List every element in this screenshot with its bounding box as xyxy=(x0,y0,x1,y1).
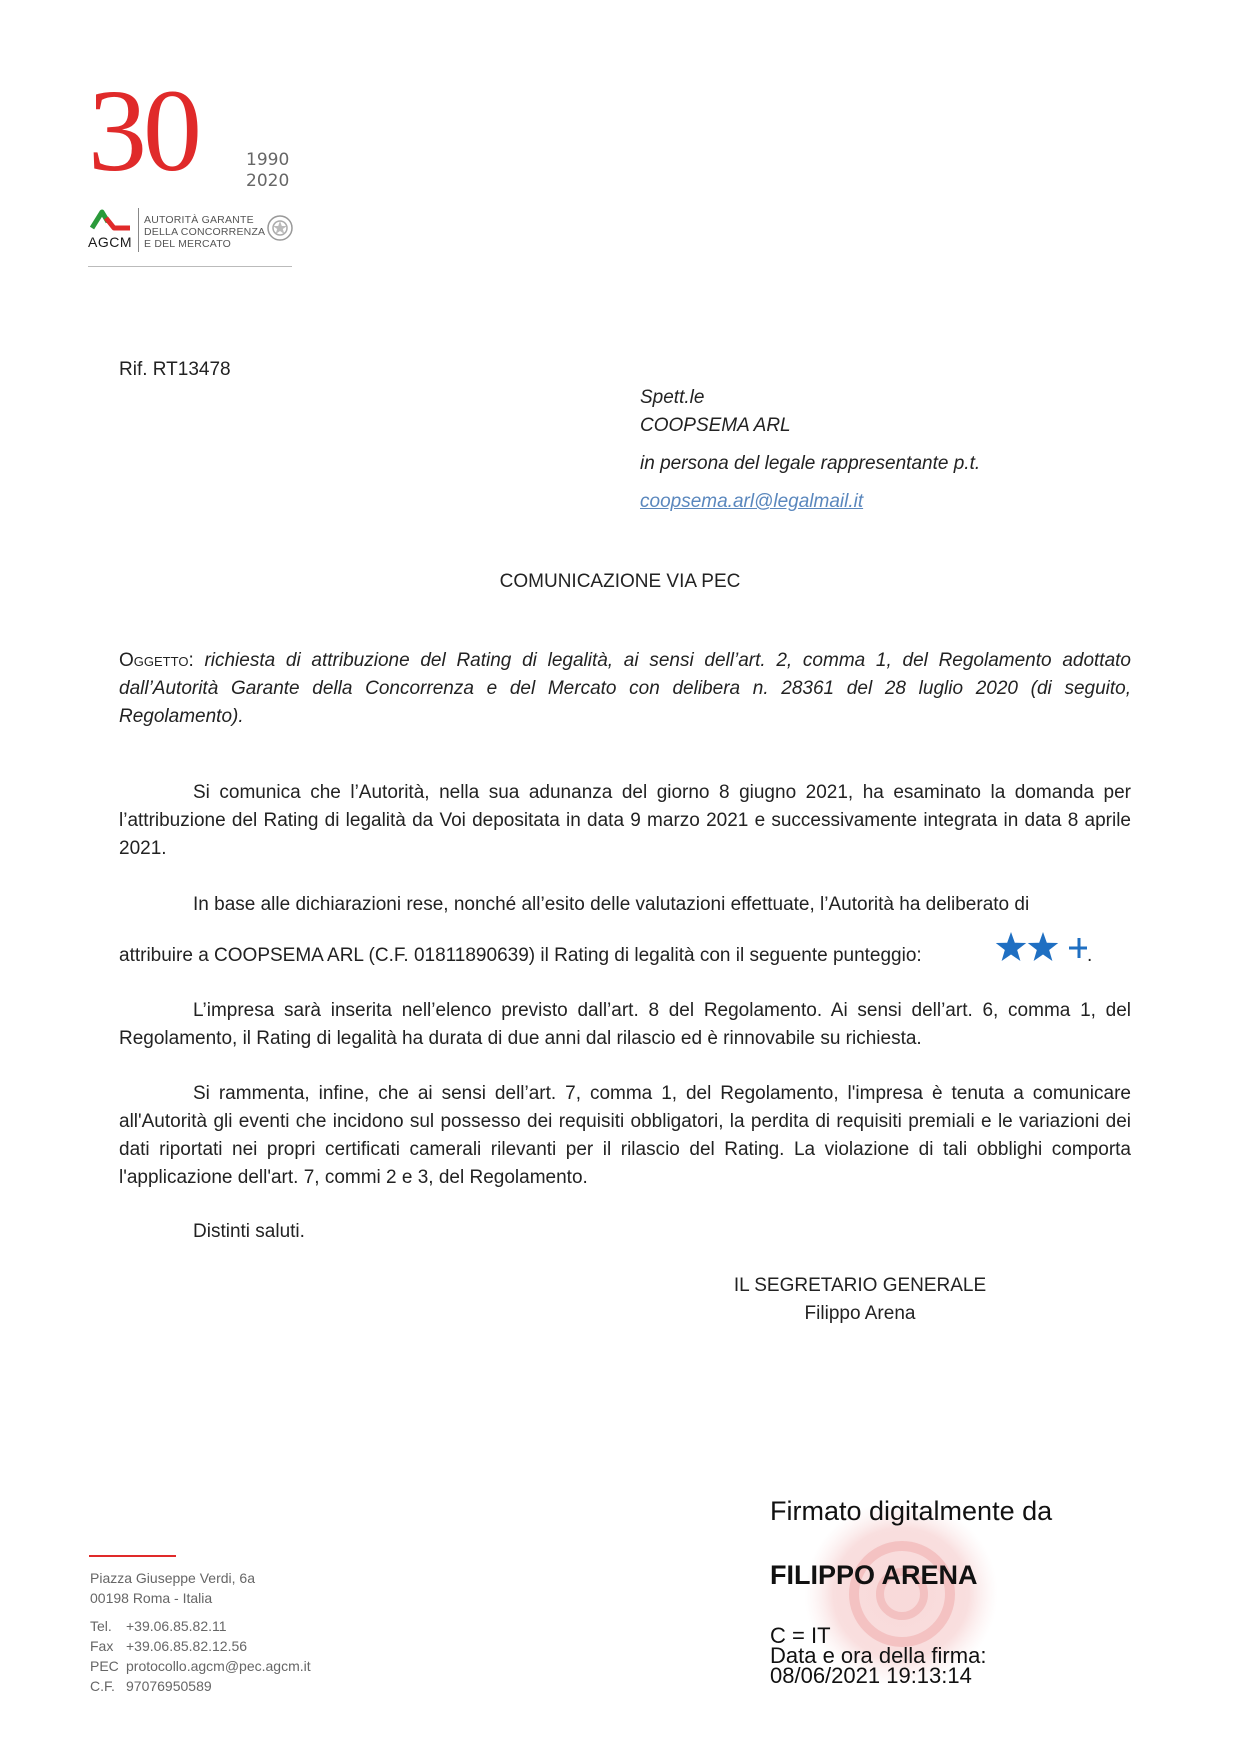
signature-date-label: Data e ora della firma: xyxy=(770,1643,987,1668)
footer-cf-label: C.F. xyxy=(90,1678,115,1694)
italian-emblem-icon xyxy=(266,214,294,242)
reference-number: Rif. RT13478 xyxy=(119,359,231,380)
logo-underline xyxy=(88,266,292,267)
subject-paragraph xyxy=(119,647,1131,731)
signatory-name: Filippo Arena xyxy=(804,1303,916,1324)
rating-star-icon xyxy=(996,932,1026,961)
signature-name: FILIPPO ARENA xyxy=(770,1560,978,1590)
logo-name-line: DELLA CONCORRENZA xyxy=(144,226,266,238)
footer-tel xyxy=(90,1616,311,1636)
footer-cf xyxy=(90,1676,311,1696)
footer-pec xyxy=(90,1656,311,1676)
footer-fax xyxy=(90,1636,311,1656)
footer-address-line-2: 00198 Roma - Italia xyxy=(90,1590,213,1606)
logo-acronym: AGCM xyxy=(88,234,132,250)
logo-anniversary-number: 30 xyxy=(88,65,198,196)
agcm-logo xyxy=(88,65,298,272)
signature-datetime: 08/06/2021 19:13:14 xyxy=(770,1663,972,1688)
footer-fax-label: Fax xyxy=(90,1638,114,1654)
body-paragraph-1: Si comunica che l’Autorità, nella sua adunanza del giorno 8 giugno 2021, ha esaminato la domanda per l’attribuzione del Rating di legalità da Voi depositata in data 9 marzo 2021 e successivamente integrata in data 8 aprile 2021. xyxy=(119,782,1131,859)
body-paragraph-3: L’impresa sarà inserita nell’elenco previsto dall’art. 8 del Regolamento. Ai sensi dell’art. 6, comma 1, del Regolamento, il Rating di legalità ha durata di due anni dal rilascio ed è rinnovabile su richiesta. xyxy=(119,1000,1131,1049)
body-paragraph-2-line-2 xyxy=(119,942,922,970)
logo-divider xyxy=(138,208,139,252)
footer-pec-label: PEC xyxy=(90,1658,119,1674)
body-paragraph-2-line-1: In base alle dichiarazioni rese, nonché all’esito delle valutazioni effettuate, l’Autorità ha deliberato di xyxy=(193,894,1030,915)
footer-tel-value: +39.06.85.82.11 xyxy=(126,1618,227,1634)
digital-signature xyxy=(770,1494,1052,1686)
logo-year-end: 2020 xyxy=(246,171,290,191)
closing-greeting: Distinti saluti. xyxy=(193,1221,305,1242)
subject-text: richiesta di attribuzione del Rating di legalità, ai sensi dell’art. 2, comma 1, del Regolamento adottato dall’Autorità Garante della Concorrenza e del Mercato con delibera n. 28361 del 28 luglio 2020 (di seguito, Regolamento). xyxy=(119,650,1131,727)
rating-plus-icon xyxy=(1069,938,1087,958)
recipient-email-link[interactable]: coopsema.arl@legalmail.it xyxy=(640,491,864,512)
subject-colon: : xyxy=(188,650,205,671)
rating-star-icon xyxy=(1028,932,1058,961)
footer-cf-value: 97076950589 xyxy=(126,1678,212,1694)
recipient-block xyxy=(640,384,980,516)
signature-caption: Firmato digitalmente da xyxy=(770,1496,1053,1526)
logo-year-start: 1990 xyxy=(246,150,290,170)
agcm-mark-icon xyxy=(90,208,132,232)
footer-fax-value: +39.06.85.82.12.56 xyxy=(126,1638,248,1654)
signatory-title: IL SEGRETARIO GENERALE xyxy=(733,1275,987,1296)
rating-stars-icon xyxy=(995,930,1087,966)
logo-name-line: AUTORITÀ GARANTE xyxy=(144,214,254,226)
logo-authority-name xyxy=(144,214,265,250)
signatory-block xyxy=(700,1272,1020,1328)
rating-sentence: attribuire a COOPSEMA ARL (C.F. 01811890639) il Rating di legalità con il seguente punteggio: xyxy=(119,945,922,966)
footer-address-line-1: Piazza Giuseppe Verdi, 6a xyxy=(90,1570,255,1586)
rating-period: . xyxy=(1087,945,1093,966)
footer-contacts xyxy=(90,1568,311,1696)
signature-country: C = IT xyxy=(770,1623,831,1648)
logo-years xyxy=(246,150,289,192)
subject-label: Oggetto xyxy=(119,650,189,671)
footer-rule xyxy=(89,1555,176,1557)
body-paragraph-4: Si rammenta, infine, che ai sensi dell’art. 7, comma 1, del Regolamento, l'impresa è tenuta a comunicare all'Autorità gli eventi che incidono sul possesso dei requisiti obbligatori, la perdita di requisiti premiali e le variazioni dei dati riportati nei propri certificati camerali rilevanti per il rilascio del Rating. La violazione di tali obblighi comporta l'applicazione dell'art. 7, commi 2 e 3, del Regolamento. xyxy=(119,1083,1131,1188)
logo-name-line: E DEL MERCATO xyxy=(144,238,232,250)
footer-tel-label: Tel. xyxy=(90,1618,112,1634)
recipient-company: COOPSEMA ARL xyxy=(640,415,791,436)
communication-title: COMUNICAZIONE VIA PEC xyxy=(499,571,741,592)
footer-pec-value: protocollo.agcm@pec.agcm.it xyxy=(126,1658,311,1674)
recipient-salutation: Spett.le xyxy=(640,387,705,408)
recipient-representative: in persona del legale rappresentante p.t. xyxy=(640,453,981,474)
